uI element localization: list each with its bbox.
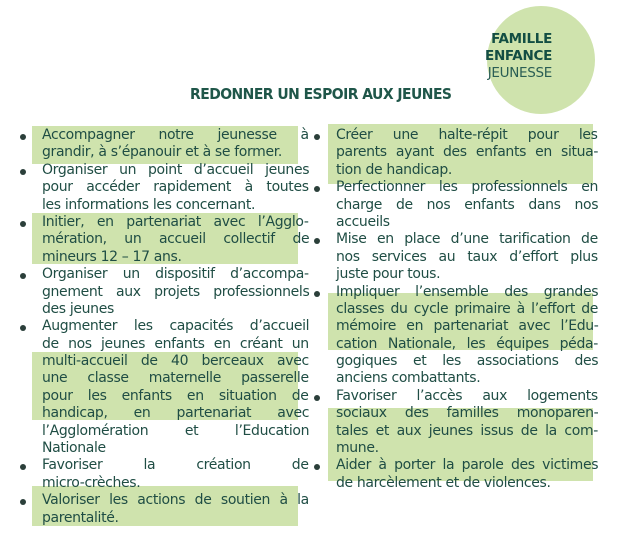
list-item <box>314 457 599 492</box>
list-item-line: anciens combattants. <box>336 370 481 387</box>
list-item-line: tales et aux jeunes issus de la com- <box>336 422 598 439</box>
list-item-line: de nos jeunes enfants en créant un <box>42 335 309 352</box>
list-item <box>314 127 599 179</box>
list-item-line: Valoriser les actions de soutien à la <box>42 492 309 509</box>
list-item <box>20 266 310 318</box>
list-item-line: parentalité. <box>42 509 119 526</box>
list-item-line: micro-crèches. <box>42 474 141 491</box>
list-item-line: cation Nationale, les équipes péda- <box>336 335 598 352</box>
bullet-icon <box>314 134 320 140</box>
list-item-line: gnement aux projets professionnels <box>42 283 310 300</box>
list-item-line: Impliquer l’ensemble des grandes <box>336 283 599 300</box>
list-item-line: gogiques et les associations des <box>336 353 599 370</box>
list-item-line: Organiser un point d’accueil jeunes <box>42 161 310 178</box>
bullet-icon <box>20 499 26 505</box>
list-item <box>20 492 309 527</box>
list-item <box>20 213 310 266</box>
bullet-icon <box>314 186 320 192</box>
category-badge <box>485 31 552 82</box>
list-item <box>20 318 310 457</box>
list-item-line: classes du cycle primaire à l’effort de <box>336 300 599 317</box>
list-item-line: Favoriser la création de <box>42 457 309 474</box>
list-item-line: parents ayant des enfants en situa- <box>336 144 599 161</box>
list-item-line: mune. <box>336 440 379 457</box>
list-item-line: une classe maternelle passerelle <box>42 370 309 387</box>
left-column <box>20 127 310 527</box>
section-title: REDONNER UN ESPOIR AUX JEUNES <box>190 85 452 103</box>
list-item <box>314 387 599 458</box>
list-item-line: handicap, en partenariat avec <box>42 405 310 422</box>
list-item-line: Perfectionner les professionnels en <box>336 179 599 196</box>
list-item-line: Accompagner notre jeunesse à <box>42 127 309 143</box>
list-item-line: pour les enfants en situation de <box>42 387 309 404</box>
bullet-icon <box>20 464 26 470</box>
list-item-line: l’Agglomération et l’Education <box>42 422 310 439</box>
bullet-icon <box>314 464 320 470</box>
list-item-line: les informations les concernant. <box>42 196 256 213</box>
bullet-icon <box>314 291 320 297</box>
list-item <box>314 179 599 231</box>
list-item-line: nos services au taux d’effort plus <box>336 248 598 265</box>
list-item-line: multi-accueil de 40 berceaux avec <box>42 353 309 370</box>
list-item-line: Augmenter les capacités d’accueil <box>42 318 310 335</box>
list-item-line: Organiser un dispositif d’accompa- <box>42 266 309 283</box>
badge-enfance: ENFANCE <box>485 48 552 64</box>
list-item-line: des jeunes <box>42 300 114 317</box>
bullet-icon <box>20 134 26 140</box>
list-item <box>314 231 596 283</box>
list-item-line: Créer une halte-répit pour les <box>336 127 598 143</box>
list-item-line: Initier, en partenariat avec l’Agglo- <box>42 213 309 230</box>
list-item-line: mineurs 12 – 17 ans. <box>42 248 182 265</box>
bullet-icon <box>20 273 26 279</box>
list-item-line: Aider à porter la parole des victimes <box>336 457 599 474</box>
list-item-line: tion de handicap. <box>336 161 452 178</box>
list-item-line: Mise en place d’une tarification de <box>336 231 598 248</box>
badge-jeunesse: JEUNESSE <box>487 65 552 81</box>
list-item-line: accueils <box>336 213 390 230</box>
list-item-line: charge de nos enfants dans nos <box>336 196 599 213</box>
bullet-icon <box>20 169 26 175</box>
right-column <box>314 127 599 492</box>
list-item-line: de harcèlement et de violences. <box>336 474 551 491</box>
list-item <box>20 127 309 162</box>
list-item-line: sociaux des familles monoparen- <box>336 405 599 422</box>
list-item-line: mémoire en partenariat avec l’Edu- <box>336 318 599 335</box>
list-item-line: juste pour tous. <box>336 266 441 283</box>
bullet-icon <box>20 325 26 331</box>
bullet-icon <box>314 238 320 244</box>
list-item-line: Favoriser l’accès aux logements <box>336 387 598 404</box>
list-item-line: mération, un accueil collectif de <box>42 231 310 248</box>
bullet-icon <box>314 395 320 401</box>
badge-famille: FAMILLE <box>491 31 552 47</box>
list-item <box>314 283 599 388</box>
bullet-icon <box>20 221 26 227</box>
list-item-line: Nationale <box>42 440 106 457</box>
list-item-line: pour accéder rapidement à toutes <box>42 179 309 196</box>
list-item-line: grandir, à s’épanouir et à se former. <box>42 144 282 161</box>
list-item <box>20 457 309 492</box>
list-item <box>20 161 310 214</box>
